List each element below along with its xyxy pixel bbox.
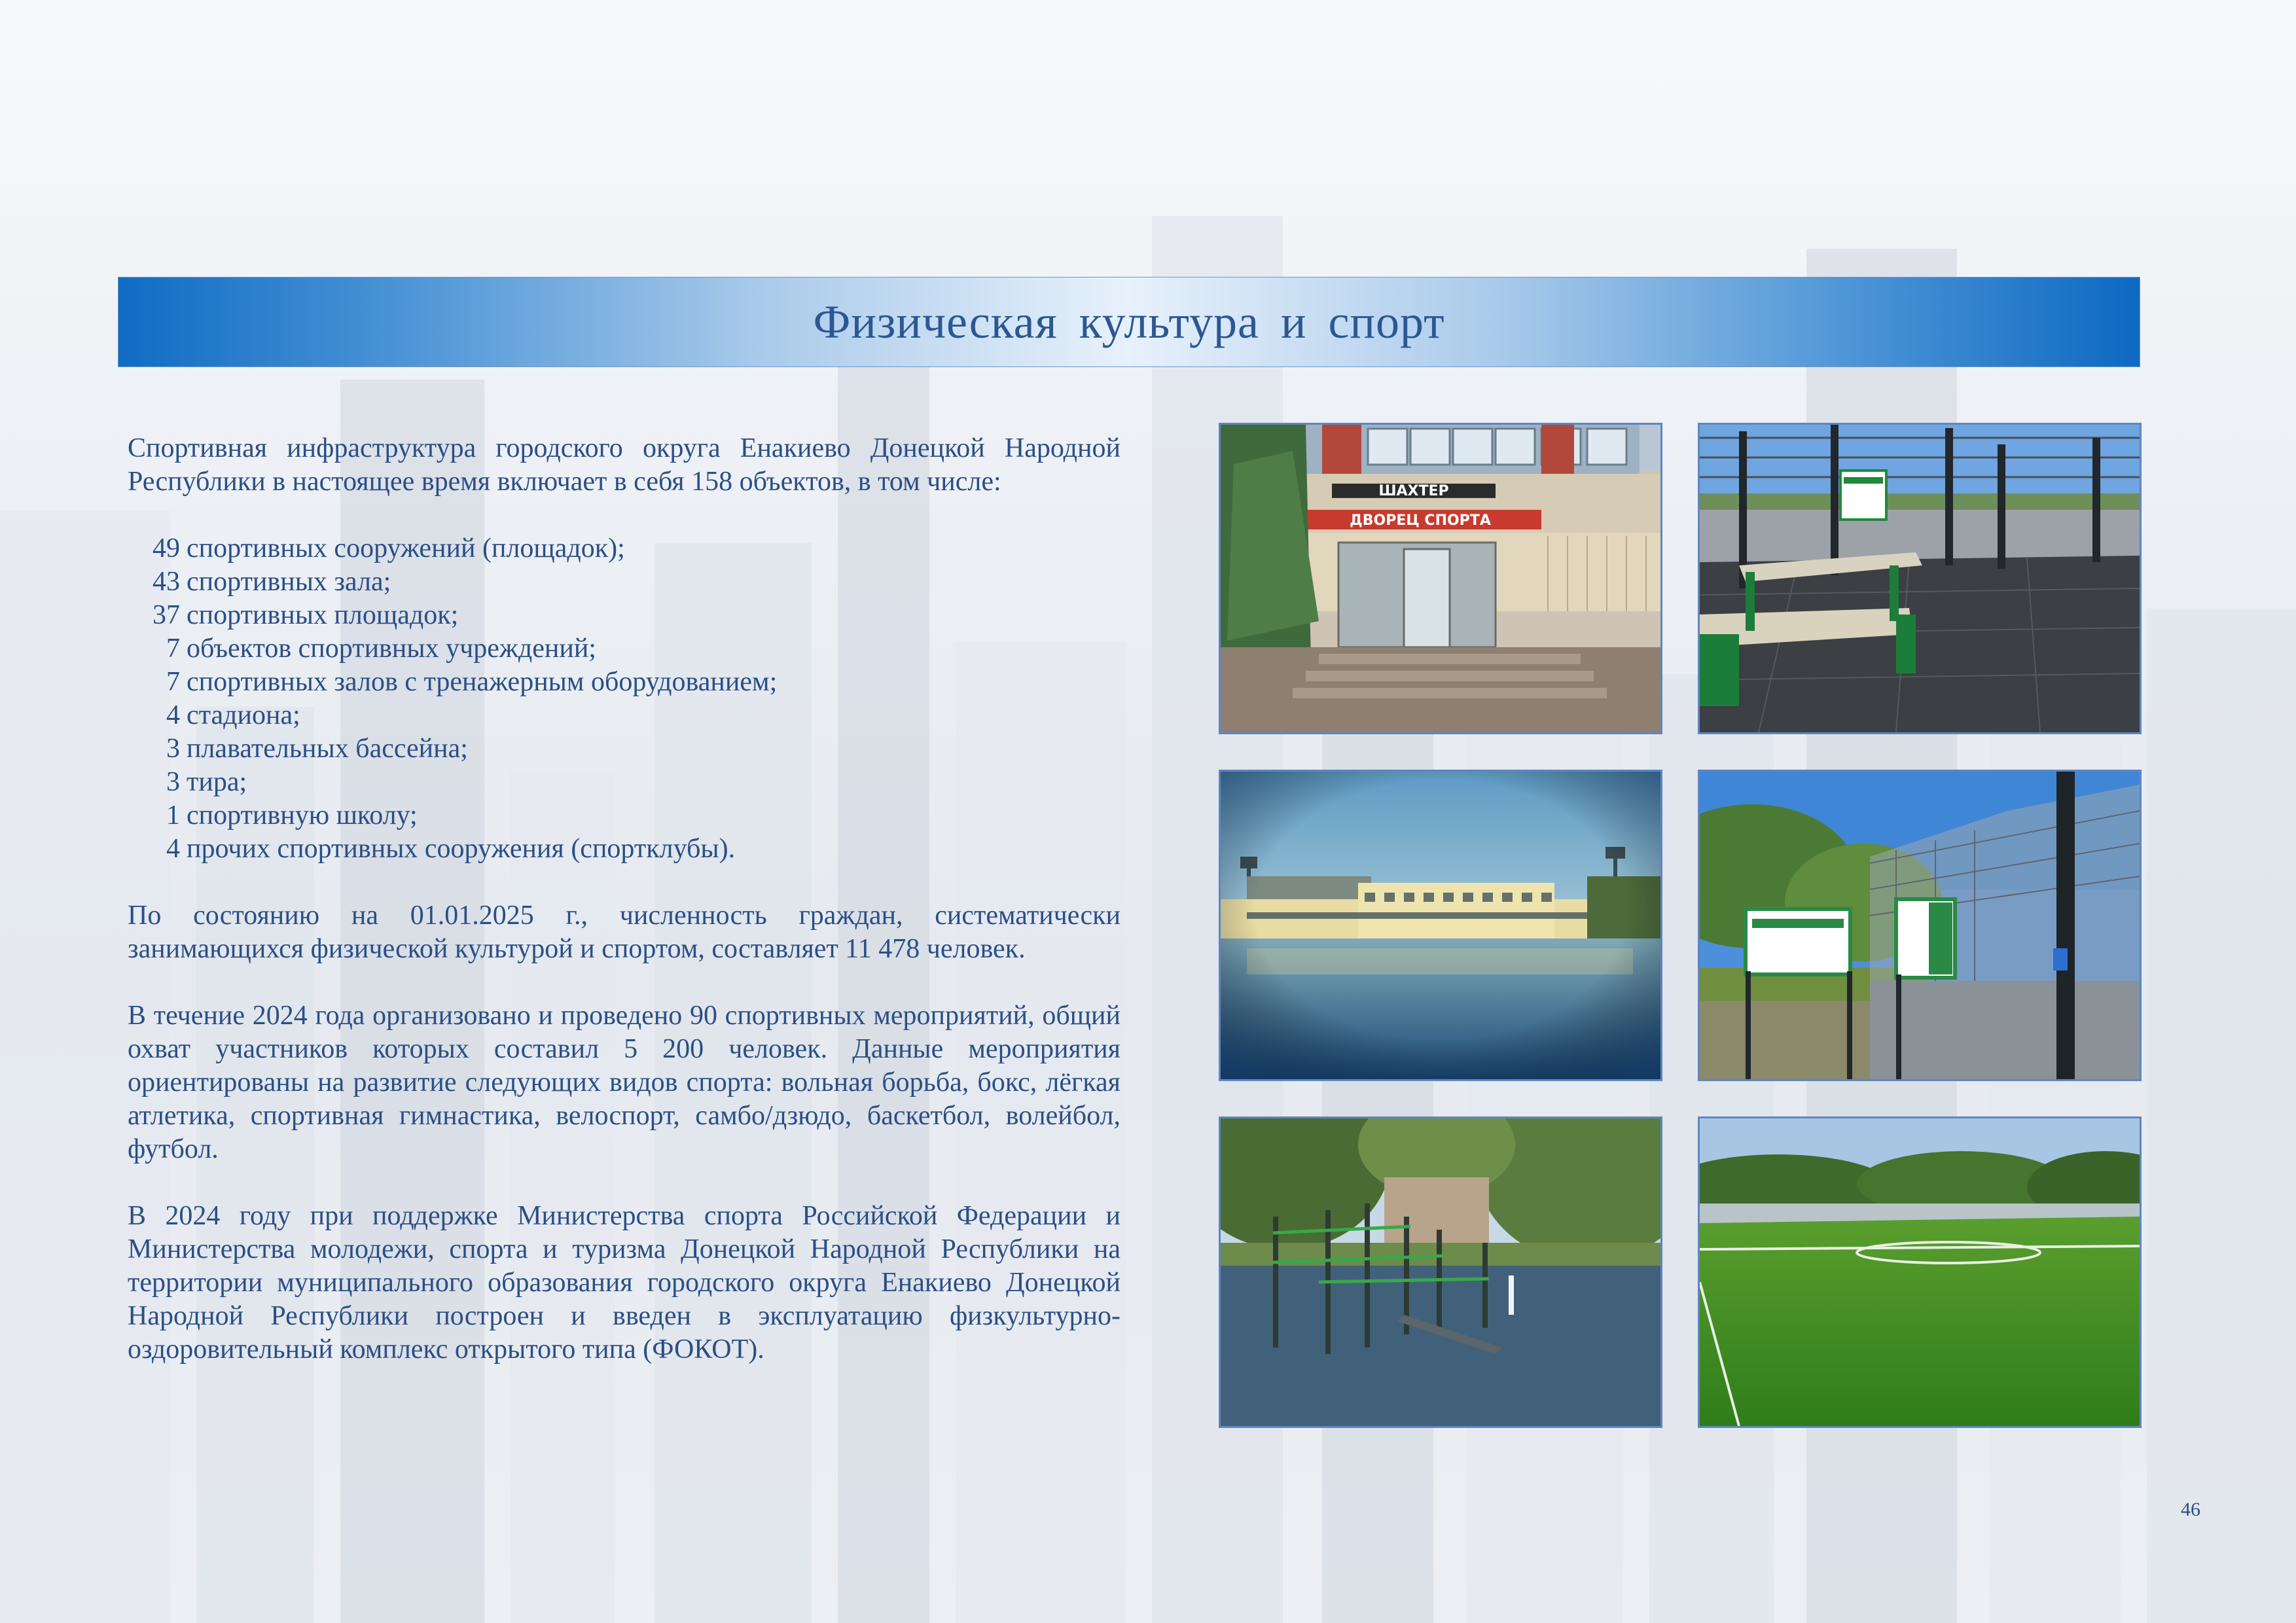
photo-football-field [1698, 1116, 2142, 1428]
text-column [128, 432, 1121, 1366]
sign-shakhter: ШАХТЕР [1378, 483, 1449, 499]
fokot-paragraph: В 2024 году при поддержке Министерства спорта Российской Федерации и Министерства молодежи, спорта и туризма Донецкой Народной Республики на территории муниципального образования городского округа Енакиево Донецкой Народной Республики построен и введен в эксплуатацию физкультурно-оздоровительный комплекс открытого типа (ФОКОТ). [128, 1201, 1121, 1364]
sign-sports-palace: ДВОРЕЦ СПОРТА [1350, 512, 1491, 529]
list-item: 7 спортивных залов с тренажерным оборудованием; [166, 667, 778, 697]
list-item: 4 стадиона; [166, 700, 300, 730]
facility-list [128, 532, 1121, 866]
page-title: Физическая культура и спорт [813, 295, 1445, 348]
list-item: 3 плавательных бассейна; [166, 734, 468, 764]
photo-info-boards [1698, 770, 2142, 1081]
photo-sports-palace [1219, 423, 1662, 734]
title-banner [118, 277, 2140, 366]
photo-grid [1219, 423, 2143, 1432]
list-item: 49 спортивных сооружений (площадок); [152, 533, 625, 563]
list-item: 7 объектов спортивных учреждений; [166, 633, 596, 664]
list-item: 4 прочих спортивных сооружения (спортклубы). [166, 834, 736, 864]
photo-workout-area [1698, 423, 2142, 734]
participation-paragraph: По состоянию на 01.01.2025 г., численность граждан, систематически занимающихся физической культурой и спортом, составляет 11 478 человек. [128, 901, 1121, 964]
photo-workout-park [1219, 1116, 1662, 1428]
list-item: 37 спортивных площадок; [152, 600, 459, 630]
intro-paragraph: Спортивная инфраструктура городского округа Енакиево Донецкой Народной Республики в настоящее время включает в себя 158 объектов, в том числе: [128, 433, 1121, 497]
events-paragraph: В течение 2024 года организовано и проведено 90 спортивных мероприятий, общий охват участников которых составил 5 200 человек. Данные мероприятия ориентированы на развитие следующих видов спорта: вольная борьба, бокс, лёгкая атлетика, спортивная гимнастика, велоспорт, самбо/дзюдо, баскетбол, волейбол, футбол. [128, 1001, 1121, 1164]
list-item: 43 спортивных зала; [152, 567, 391, 597]
page-number: 46 [2181, 1499, 2200, 1520]
list-item: 1 спортивную школу; [166, 800, 418, 830]
photo-stadium-lake [1219, 770, 1662, 1081]
list-item: 3 тира; [166, 767, 247, 797]
